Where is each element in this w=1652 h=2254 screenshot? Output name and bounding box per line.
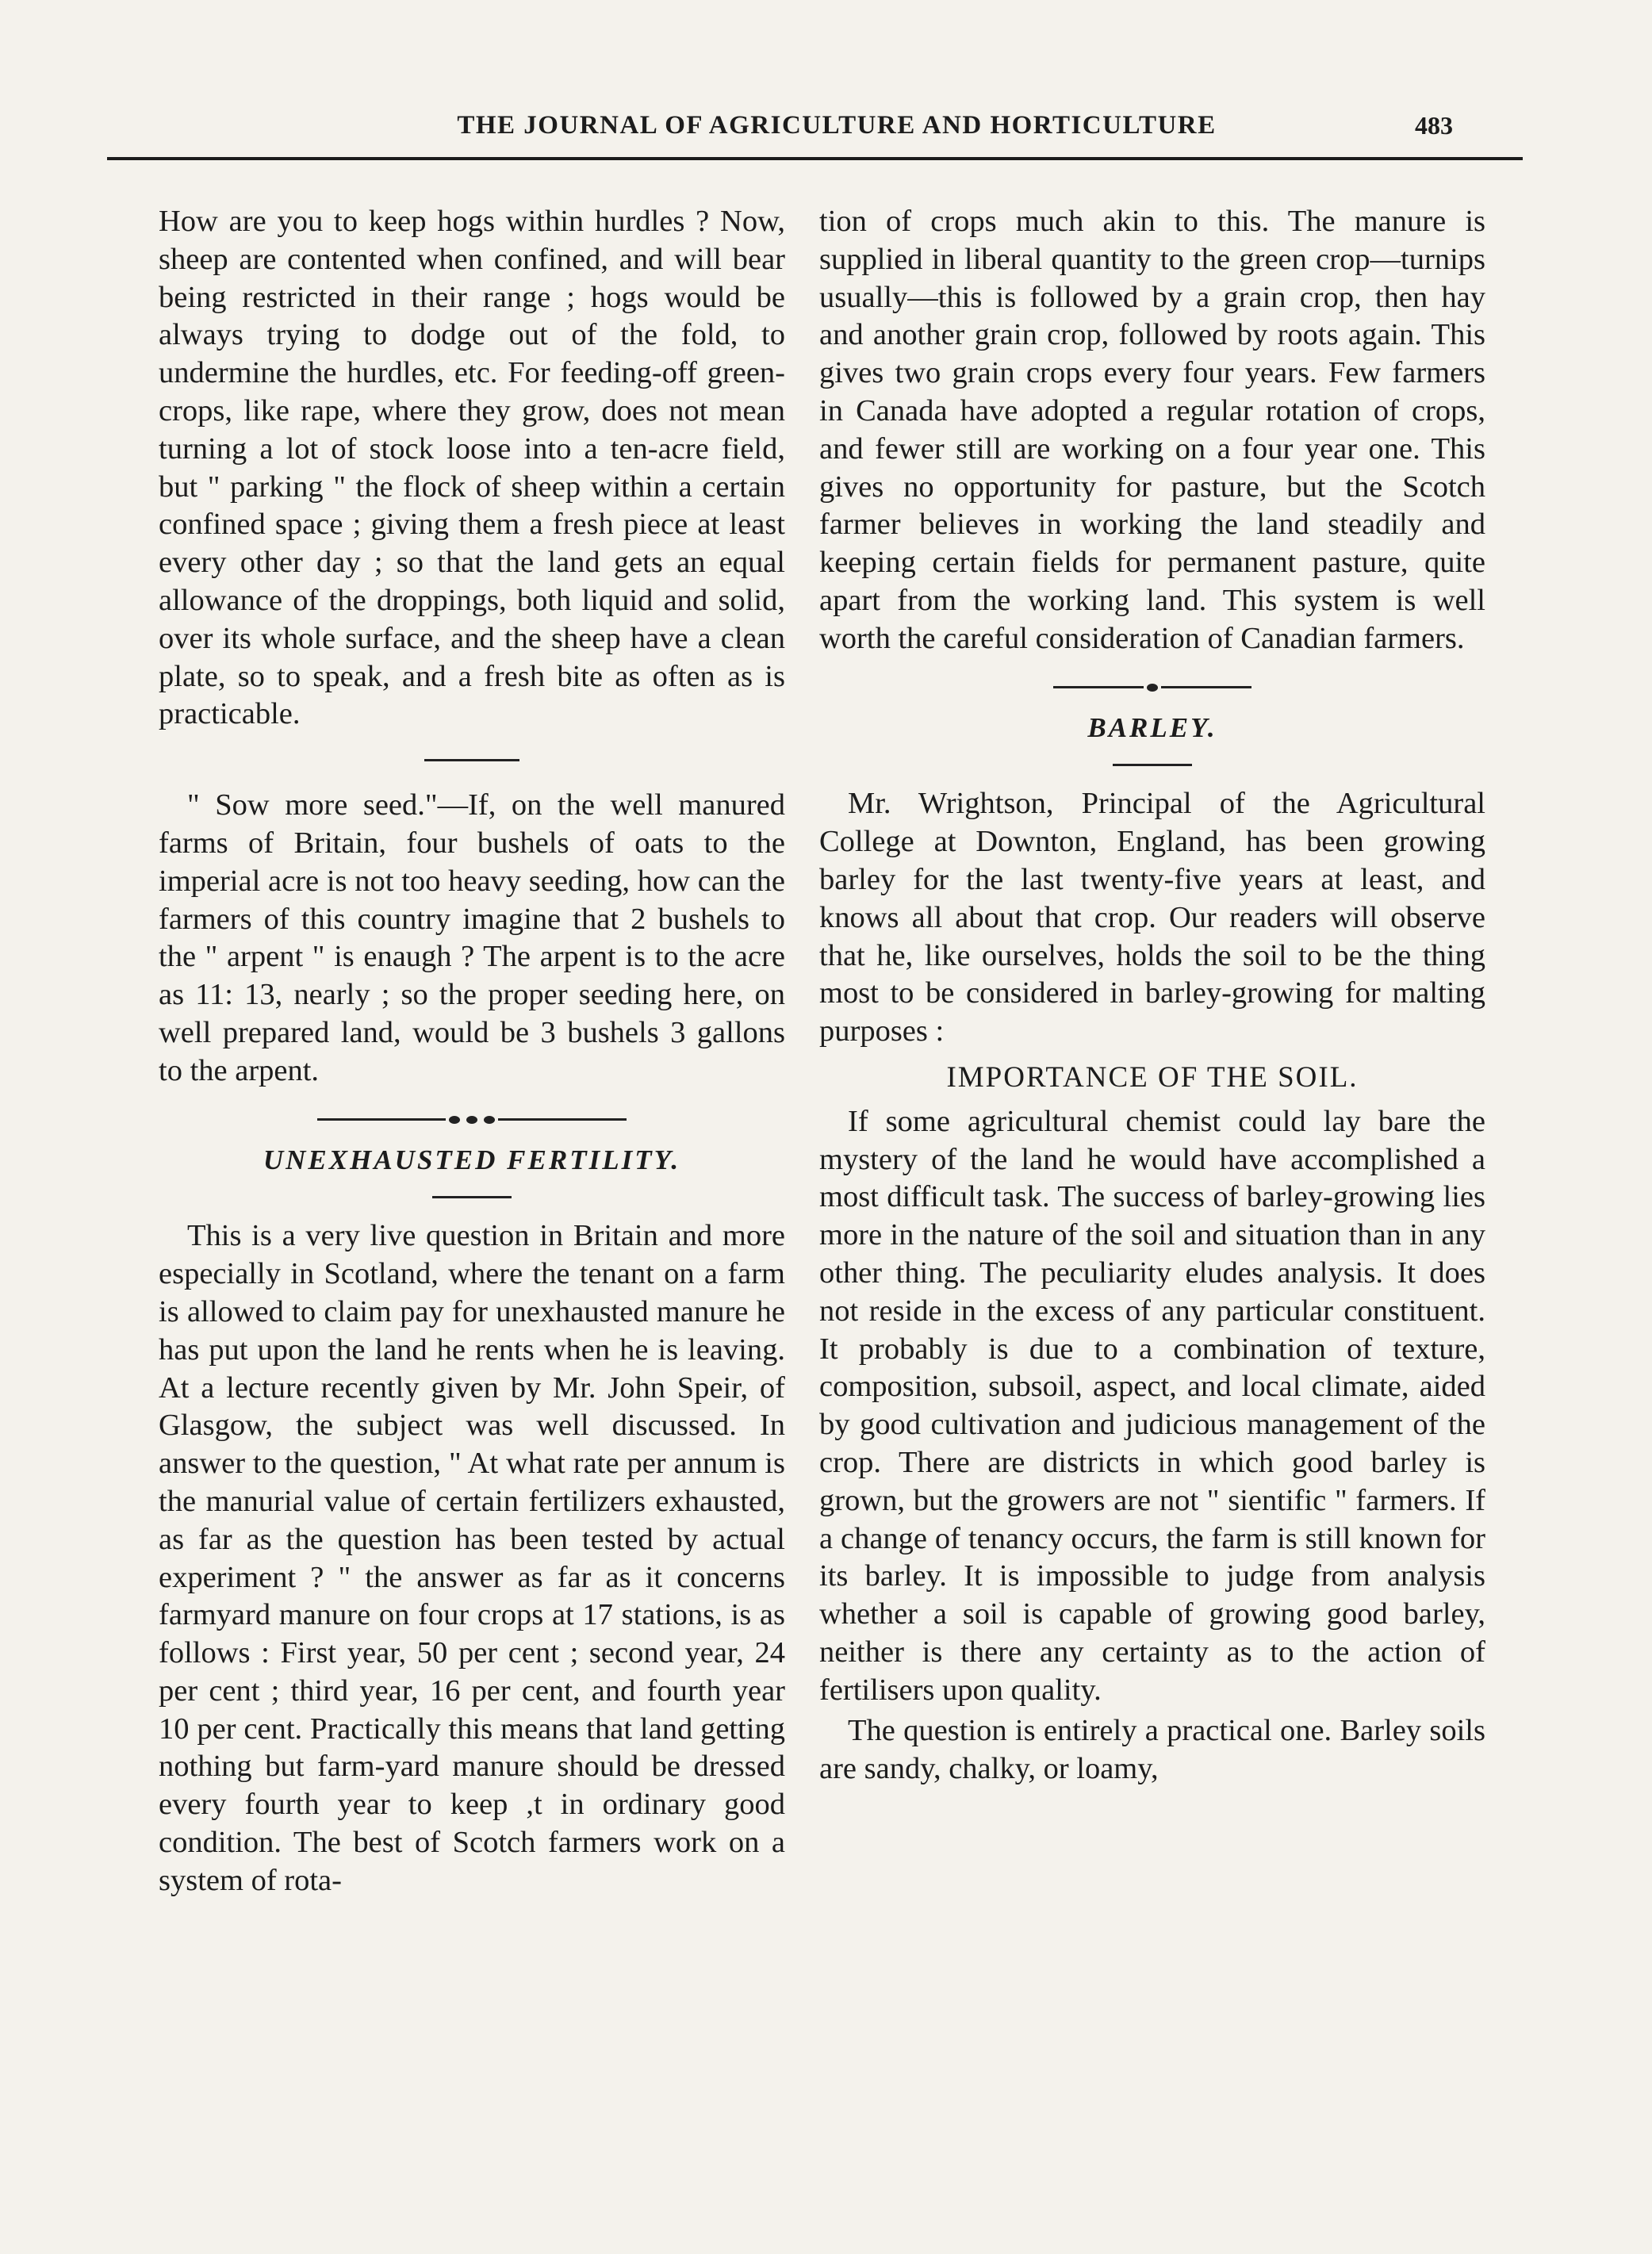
left-column <box>159 203 785 1900</box>
soil-paragraph-2: The question is entirely a practical one. Barley soils are sandy, chalky, or loamy, <box>819 1714 1485 1786</box>
journal-header-title: THE JOURNAL OF AGRICULTURE AND HORTICULTURE <box>457 111 1217 140</box>
ornamental-divider <box>317 1116 627 1124</box>
right-column <box>819 203 1485 1788</box>
section-divider <box>424 759 519 761</box>
rotation-continuation-paragraph: tion of crops much akin to this. The manure is supplied in liberal quantity to the green crop—turnips usually—this is followed by a grain crop, then hay and another grain crop, followed by roots again. This gives two grain crops every four years. Few farmers in Canada have adopted a regular rotation of crops, and fewer still are working on a four year one. This gives no opportunity for pasture, but the Scotch farmer believes in working the land steadily and keeping certain fields for permanent pasture, quite apart from the working land. This system is well worth the careful consideration of Canadian farmers. <box>819 205 1485 655</box>
barley-title: BARLEY. <box>1087 711 1217 743</box>
barley-intro-paragraph: Mr. Wrightson, Principal of the Agricultural College at Downton, England, has been growing barley for the last twenty-five years at least, and knows all about that crop. Our readers will observe that he, like ourselves, holds the soil to be the thing most to be considered in barley-growing for malting purposes : <box>819 787 1485 1048</box>
sow-more-seed-paragraph: " Sow more seed."—If, on the well manured farms of Britain, four bushels of oats to the imperial acre is not too heavy seeding, how can the farmers of this country imagine that 2 bushels to the " arpent " is enaugh ? The arpent is to the acre as 11: 13, nearly ; so the proper seeding here, on well prepared land, would be 3 bushels 3 gallons to the arpent. <box>159 788 785 1087</box>
page-number: 483 <box>1415 111 1453 140</box>
title-underline <box>432 1196 512 1198</box>
importance-of-soil-subheading: IMPORTANCE OF THE SOIL. <box>946 1060 1359 1094</box>
unexhausted-fertility-title: UNEXHAUSTED FERTILITY. <box>263 1144 681 1175</box>
title-underline <box>1113 764 1192 766</box>
ornamental-divider <box>1053 684 1251 692</box>
unexhausted-fertility-paragraph: This is a very live question in Britain and more especially in Scotland, where the tenant on a farm is allowed to claim pay for unexhausted manure he has put upon the land he rents when he is leaving. At a lecture recently given by Mr. John Speir, of Glasgow, the subject was well discussed. In answer to the question, " At what rate per annum is the manurial value of certain fertilizers exhausted, as far as the question has been tested by actual experiment ? " the answer as far as it concerns farmyard manure on four crops at 17 stations, is as follows : First year, 50 per cent ; second year, 24 per cent ; third year, 16 per cent, and fourth year 10 per cent. Practically this means that land getting nothing but farm-yard manure should be dressed every fourth year to keep ,t in ordinary good condition. The best of Scotch farmers work on a system of rota- <box>159 1219 785 1897</box>
header-rule <box>107 157 1523 160</box>
soil-paragraph-1: If some agricultural chemist could lay bare the mystery of the land he would have accomplished a most difficult task. The success of barley-growing lies more in the nature of the soil and situation than in any other thing. The peculiarity eludes analysis. It does not reside in the excess of any particular constituent. It probably is due to a combination of texture, composition, subsoil, aspect, and local climate, aided by good cultivation and judicious management of the crop. There are districts in which good barley is grown, but the growers are not " sientific " farmers. If a change of tenancy occurs, the farm is still known for its barley. It is impossible to judge from analysis whether a soil is capable of growing good barley, neither is there any certainty as to the action of fertilisers upon quality. <box>819 1104 1485 1707</box>
intro-paragraph: How are you to keep hogs within hurdles ? Now, sheep are contented when confined, and will bear being restricted in their range ; hogs would be always trying to dodge out of the fold, to undermine the hurdles, etc. For feeding-off green-crops, like rape, where they grow, does not mean turning a lot of stock loose into a ten-acre field, but " parking " the flock of sheep within a certain confined space ; giving them a fresh piece at least every other day ; so that the land gets an equal allowance of the droppings, both liquid and solid, over its whole surface, and the sheep have a clean plate, so to speak, and a fresh bite as often as is practicable. <box>159 205 785 731</box>
